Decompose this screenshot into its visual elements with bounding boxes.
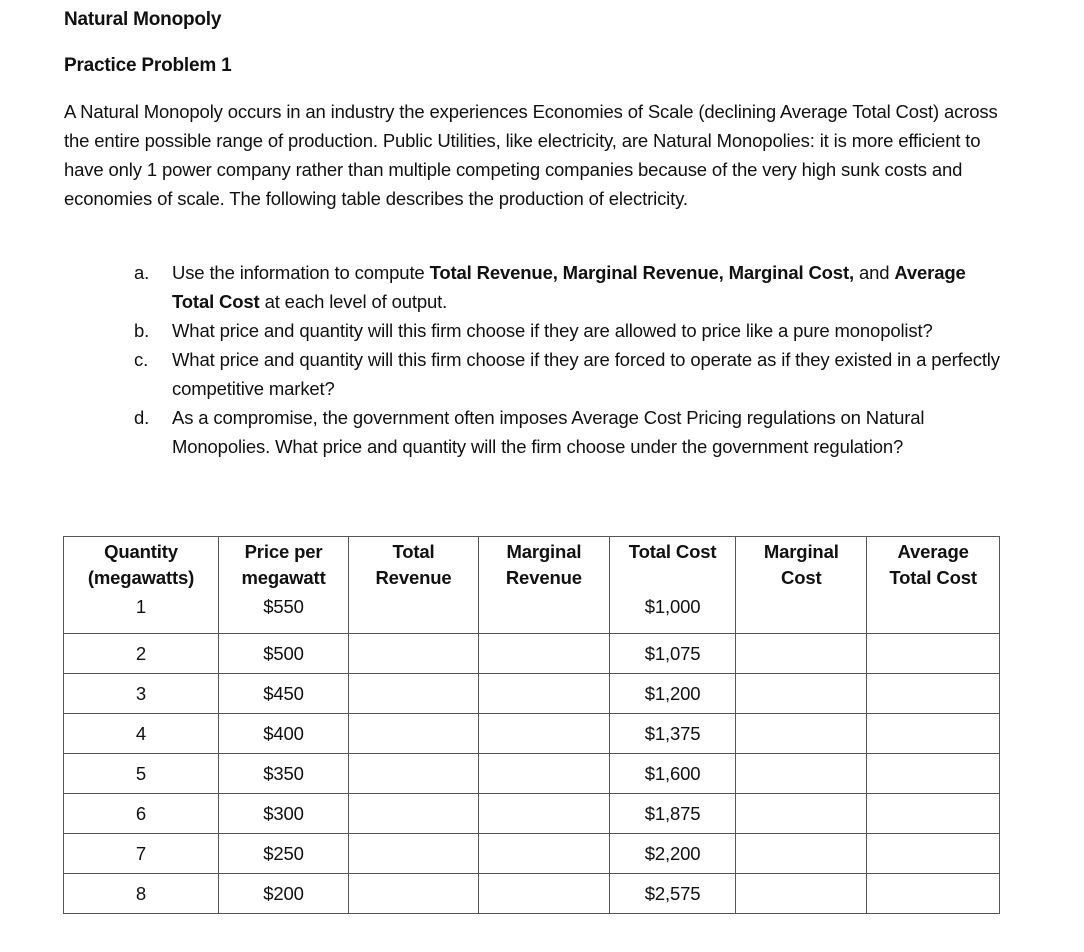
header-marginal-revenue	[478, 537, 609, 594]
header-marginal-cost	[736, 537, 867, 594]
cell-marginal-cost	[736, 713, 867, 753]
cell-marginal-cost	[736, 593, 867, 633]
header-line: Cost	[781, 567, 822, 588]
document-title: Natural Monopoly	[64, 9, 222, 30]
question-text: What price and quantity will this firm choose if they are allowed to price like a pure monopolist?	[172, 320, 933, 341]
header-line: Total Cost	[889, 567, 977, 588]
question-text-part: Use the information to compute	[172, 262, 430, 283]
question-letter: d.	[134, 407, 150, 428]
cell-price: $350	[219, 753, 349, 793]
cell-marginal-revenue	[478, 713, 609, 753]
question-list	[128, 258, 1008, 461]
header-line: Marginal	[506, 541, 582, 562]
cell-total-revenue	[349, 833, 479, 873]
cell-quantity: 6	[64, 793, 219, 833]
table-row	[64, 833, 1000, 873]
cell-total-revenue	[349, 713, 479, 753]
question-letter: b.	[134, 320, 150, 341]
cell-price: $400	[219, 713, 349, 753]
cell-price: $450	[219, 673, 349, 713]
cell-total-cost: $1,375	[609, 713, 736, 753]
cell-quantity: 2	[64, 633, 219, 673]
cell-average-total-cost	[867, 753, 1000, 793]
header-line: (megawatts)	[87, 567, 195, 588]
header-total-cost	[609, 537, 736, 594]
table-row	[64, 873, 1000, 913]
question-c	[128, 345, 1008, 403]
cell-marginal-revenue	[478, 873, 609, 913]
cell-marginal-revenue	[478, 633, 609, 673]
question-text-part: at each level of output.	[259, 291, 448, 312]
cell-average-total-cost	[867, 833, 1000, 873]
cell-average-total-cost	[867, 673, 1000, 713]
production-table	[63, 536, 1000, 914]
cell-total-revenue	[349, 793, 479, 833]
question-text-part: and	[853, 262, 895, 283]
problem-heading: Practice Problem 1	[64, 55, 232, 76]
header-line: megawatt	[241, 567, 326, 588]
header-line: Average	[897, 541, 969, 562]
cell-price: $550	[219, 593, 349, 633]
cell-marginal-cost	[736, 753, 867, 793]
header-line: Revenue	[505, 567, 582, 588]
cell-total-revenue	[349, 753, 479, 793]
cell-quantity: 4	[64, 713, 219, 753]
table-row	[64, 793, 1000, 833]
cell-average-total-cost	[867, 873, 1000, 913]
cell-total-revenue	[349, 593, 479, 633]
question-text: As a compromise, the government often imposes Average Cost Pricing regulations on Natural Monopolies. What price and quantity will the firm choose under the government regulation?	[172, 407, 925, 457]
cell-marginal-revenue	[478, 833, 609, 873]
cell-average-total-cost	[867, 633, 1000, 673]
cell-total-cost: $1,000	[609, 593, 736, 633]
cell-marginal-revenue	[478, 793, 609, 833]
cell-marginal-revenue	[478, 593, 609, 633]
header-line: Quantity	[104, 541, 178, 562]
cell-marginal-cost	[736, 673, 867, 713]
cell-marginal-cost	[736, 633, 867, 673]
cell-quantity: 5	[64, 753, 219, 793]
header-average-total-cost	[867, 537, 1000, 594]
question-text: What price and quantity will this firm choose if they are forced to operate as if they existed in a perfectly competitive market?	[172, 349, 1000, 399]
cell-marginal-revenue	[478, 673, 609, 713]
question-a	[128, 258, 1008, 316]
cell-total-revenue	[349, 873, 479, 913]
cell-total-cost: $1,075	[609, 633, 736, 673]
cell-price: $500	[219, 633, 349, 673]
table-row	[64, 633, 1000, 673]
cell-total-revenue	[349, 633, 479, 673]
cell-average-total-cost	[867, 593, 1000, 633]
question-letter: a.	[134, 262, 150, 283]
cell-average-total-cost	[867, 713, 1000, 753]
table-row	[64, 673, 1000, 713]
header-total-revenue	[349, 537, 479, 594]
cell-marginal-revenue	[478, 753, 609, 793]
cell-marginal-cost	[736, 873, 867, 913]
question-d	[128, 403, 1008, 461]
cell-quantity: 3	[64, 673, 219, 713]
cell-total-cost: $2,200	[609, 833, 736, 873]
table-row	[64, 713, 1000, 753]
cell-total-cost: $1,600	[609, 753, 736, 793]
question-text-bold: Total Revenue, Marginal Revenue, Marginal Cost,	[429, 262, 854, 283]
table-header-row	[64, 537, 1000, 594]
question-text-bold: Average Total Cost	[172, 262, 966, 312]
cell-price: $200	[219, 873, 349, 913]
header-line: Total Cost	[628, 541, 717, 562]
cell-average-total-cost	[867, 793, 1000, 833]
header-line: Price per	[244, 541, 323, 562]
cell-price: $300	[219, 793, 349, 833]
table-row	[64, 593, 1000, 633]
question-b	[128, 316, 1008, 345]
cell-total-cost: $1,200	[609, 673, 736, 713]
cell-quantity: 8	[64, 873, 219, 913]
cell-total-cost: $1,875	[609, 793, 736, 833]
question-letter: c.	[134, 349, 149, 370]
header-line: Revenue	[375, 567, 452, 588]
intro-paragraph: A Natural Monopoly occurs in an industry the experiences Economies of Scale (declining Average Total Cost) across the entire possible range of production. Public Utilities, like electricity, are Natural Monopolies: it is more efficient to have only 1 power company rather than multiple competing companies because of the very high sunk costs and economies of scale. The following table describes the production of electricity.	[64, 101, 998, 209]
table-row	[64, 753, 1000, 793]
header-line: Marginal	[763, 541, 839, 562]
cell-quantity: 1	[64, 593, 219, 633]
cell-total-cost: $2,575	[609, 873, 736, 913]
header-line: Total	[392, 541, 435, 562]
header-quantity	[64, 537, 219, 594]
table-body	[64, 593, 1000, 913]
header-price	[219, 537, 349, 594]
question-text	[172, 262, 966, 312]
cell-price: $250	[219, 833, 349, 873]
cell-quantity: 7	[64, 833, 219, 873]
cell-total-revenue	[349, 673, 479, 713]
cell-marginal-cost	[736, 833, 867, 873]
cell-marginal-cost	[736, 793, 867, 833]
